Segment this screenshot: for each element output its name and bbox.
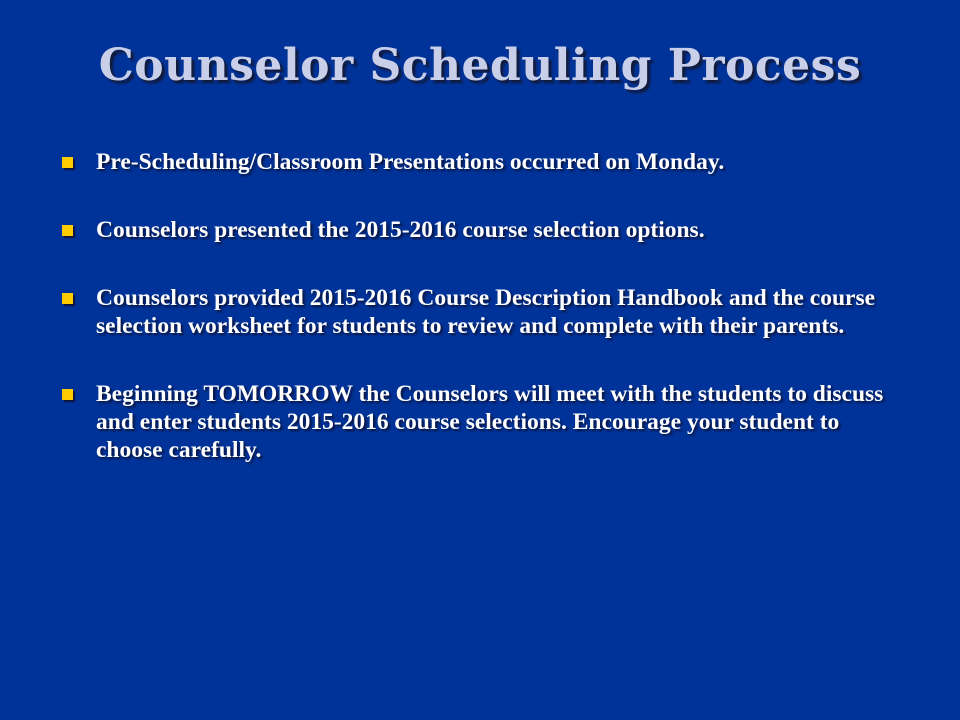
bullet-list bbox=[60, 148, 890, 504]
bullet-item-1 bbox=[60, 148, 890, 176]
square-bullet-icon bbox=[62, 225, 73, 236]
square-bullet-icon bbox=[62, 389, 73, 400]
bullet-text-1: Pre-Scheduling/Classroom Presentations occurred on Monday. bbox=[96, 149, 725, 175]
bullet-text-4: Beginning TOMORROW the Counselors will meet with the students to discuss and enter students 2015-2016 course selections. Encourage your student to choose carefully. bbox=[96, 381, 884, 463]
bullet-item-2 bbox=[60, 216, 890, 244]
slide-title: Counselor Scheduling Process bbox=[98, 40, 862, 91]
square-bullet-icon bbox=[62, 293, 73, 304]
bullet-text-3: Counselors provided 2015-2016 Course Description Handbook and the course selection worksheet for students to review and complete with their parents. bbox=[96, 285, 876, 339]
bullet-item-4 bbox=[60, 380, 890, 464]
bullet-item-3 bbox=[60, 284, 890, 340]
square-bullet-icon bbox=[62, 157, 73, 168]
bullet-text-2: Counselors presented the 2015-2016 course selection options. bbox=[96, 217, 705, 243]
